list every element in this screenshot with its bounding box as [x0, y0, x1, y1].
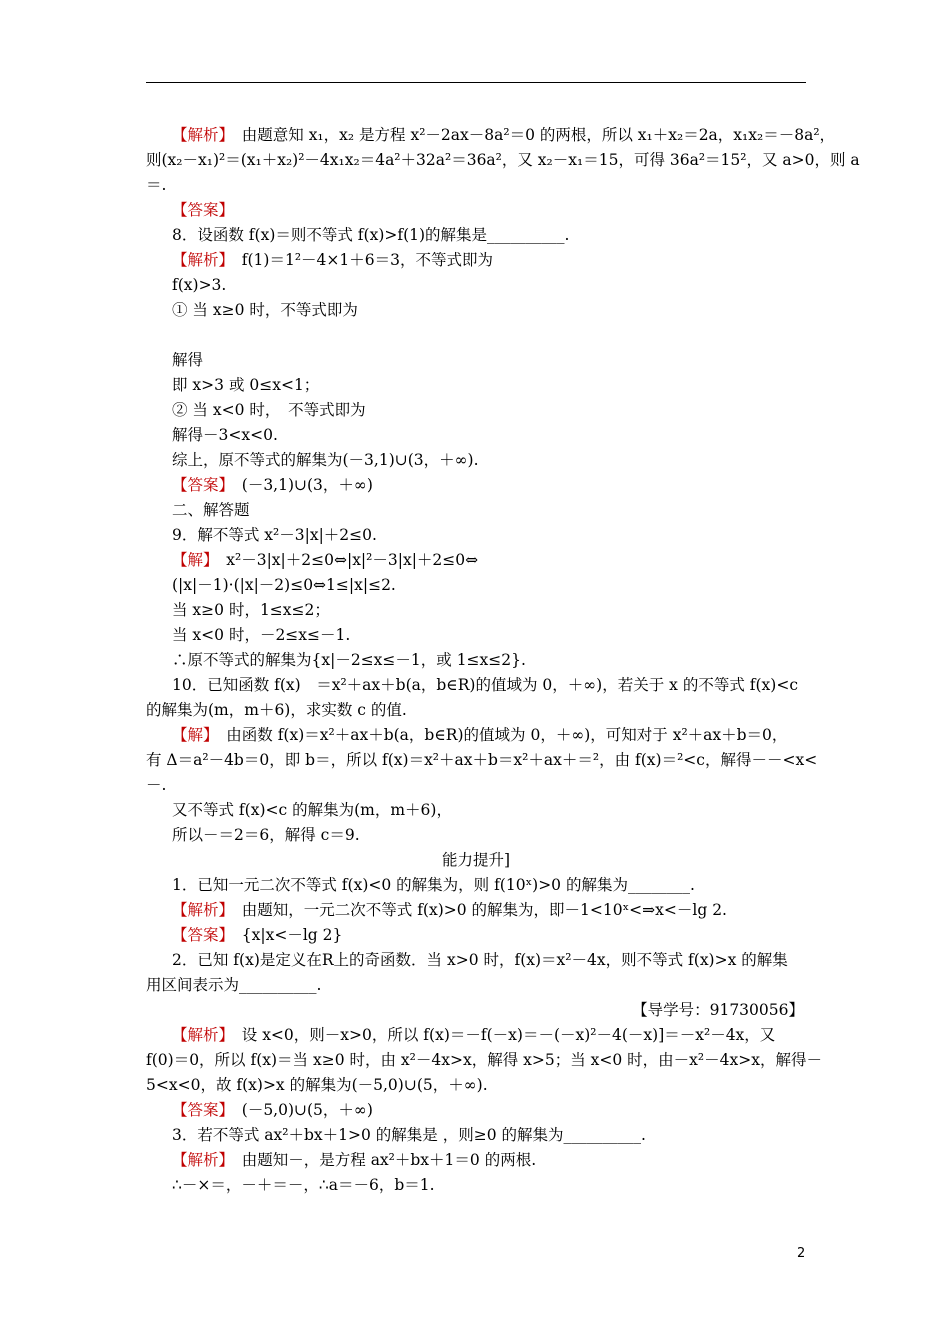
- text-line: 用区间表示为__________.: [146, 976, 322, 994]
- text-line: ∴－×＝，－＋＝－，∴a＝－6，b＝1.: [172, 1176, 435, 1194]
- text-line: 即 x>3 或 0≤x<1；: [172, 376, 320, 394]
- text-line: 【答案】: [172, 201, 235, 219]
- text-line: 有 Δ＝a²－4b＝0，即 b＝，所以 f(x)＝x²＋ax＋b＝x²＋ax＋＝²，由 f(x)＝²<c，解得－－<x<: [146, 751, 818, 769]
- text-line: 【解析】 由题意知 x₁，x₂ 是方程 x²－2ax－8a²＝0 的两根，所以 x₁＋x₂＝2a，x₁x₂＝－8a²，: [172, 126, 836, 144]
- text-line: 2．已知 f(x)是定义在R上的奇函数．当 x>0 时，f(x)＝x²－4x，则不等式 f(x)>x 的解集: [172, 951, 788, 969]
- text-line: 【解】 x²－3|x|＋2≤0⇔|x|²－3|x|＋2≤0⇔: [172, 551, 479, 569]
- text-line: 解得－3<x<0.: [172, 426, 278, 444]
- text-line: f(0)＝0，所以 f(x)＝当 x≥0 时，由 x²－4x>x，解得 x>5；当 x<0 时，由－x²－4x>x，解得－: [146, 1051, 822, 1069]
- text-line: 所以－＝2＝6，解得 c＝9.: [172, 826, 360, 844]
- text-line: 当 x<0 时，－2≤x≤－1.: [172, 626, 351, 644]
- text-line: 8．设函数 f(x)＝则不等式 f(x)>f(1)的解集是__________.: [172, 226, 570, 244]
- text-line: 解得: [172, 351, 204, 369]
- section-heading: 二、解答题: [172, 501, 250, 519]
- text-line: 综上，原不等式的解集为(－3,1)∪(3，＋∞).: [172, 451, 479, 469]
- text-line: f(x)>3.: [172, 276, 227, 294]
- text-line: 【解析】 设 x<0，则－x>0，所以 f(x)＝－f(－x)＝－(－x)²－4(－x)]＝－x²－4x，又: [172, 1026, 776, 1044]
- text-line: 10．已知函数 f(x) ＝x²＋ax＋b(a，b∈R)的值域为 0，＋∞)，若关于 x 的不等式 f(x)<c: [172, 676, 798, 694]
- text-line: 5<x<0，故 f(x)>x 的解集为(－5,0)∪(5，＋∞).: [146, 1076, 488, 1094]
- text-line: 【解析】 由题知，一元二次不等式 f(x)>0 的解集为，即－1<10ˣ<⇒x<－lg 2.: [172, 901, 727, 919]
- text-line: ＝.: [146, 176, 167, 194]
- text-line: 当 x≥0 时，1≤x≤2；: [172, 601, 330, 619]
- text-line: 3．若不等式 ax²＋bx＋1>0 的解集是 ，则≥0 的解集为__________.: [172, 1126, 646, 1144]
- text-line: ① 当 x≥0 时，不等式即为: [172, 301, 358, 319]
- header-rule: [146, 82, 806, 83]
- text-line: 则(x₂－x₁)²＝(x₁＋x₂)²－4x₁x₂＝4a²＋32a²＝36a²，又 x₂－x₁＝15，可得 36a²＝15²，又 a>0，则 a: [146, 151, 860, 169]
- text-line: ② 当 x<0 时， 不等式即为: [172, 401, 366, 419]
- text-line: 【解】 由函数 f(x)＝x²＋ax＋b(a，b∈R)的值域为 0，＋∞)，可知对于 x²＋ax＋b＝0，: [172, 726, 788, 744]
- text-line: 又不等式 f(x)<c 的解集为(m，m＋6)，: [172, 801, 452, 819]
- text-line: 【答案】 (－3,1)∪(3，＋∞): [172, 476, 373, 494]
- text-line: 【答案】 {x|x<－lg 2}: [172, 926, 343, 944]
- guide-number: 【导学号：91730056】: [632, 1001, 804, 1019]
- text-line: (|x|－1)·(|x|－2)≤0⇔1≤|x|≤2.: [172, 576, 396, 594]
- text-line: 【解析】 f(1)＝1²－4×1＋6＝3，不等式即为: [172, 251, 493, 269]
- section-title: 能力提升]: [441, 851, 511, 869]
- page-number: 2: [797, 1246, 806, 1261]
- text-line: －.: [146, 776, 167, 794]
- text-line: 【答案】 (－5,0)∪(5，＋∞): [172, 1101, 373, 1119]
- text-line: ∴原不等式的解集为{x|－2≤x≤－1，或 1≤x≤2}.: [172, 651, 526, 669]
- text-line: 【解析】 由题知－，是方程 ax²＋bx＋1＝0 的两根.: [172, 1151, 537, 1169]
- text-line: 的解集为(m，m＋6)，求实数 c 的值.: [146, 701, 407, 719]
- text-line: 1．已知一元二次不等式 f(x)<0 的解集为，则 f(10ˣ)>0 的解集为________.: [172, 876, 695, 894]
- text-line: 9．解不等式 x²－3|x|＋2≤0.: [172, 526, 377, 544]
